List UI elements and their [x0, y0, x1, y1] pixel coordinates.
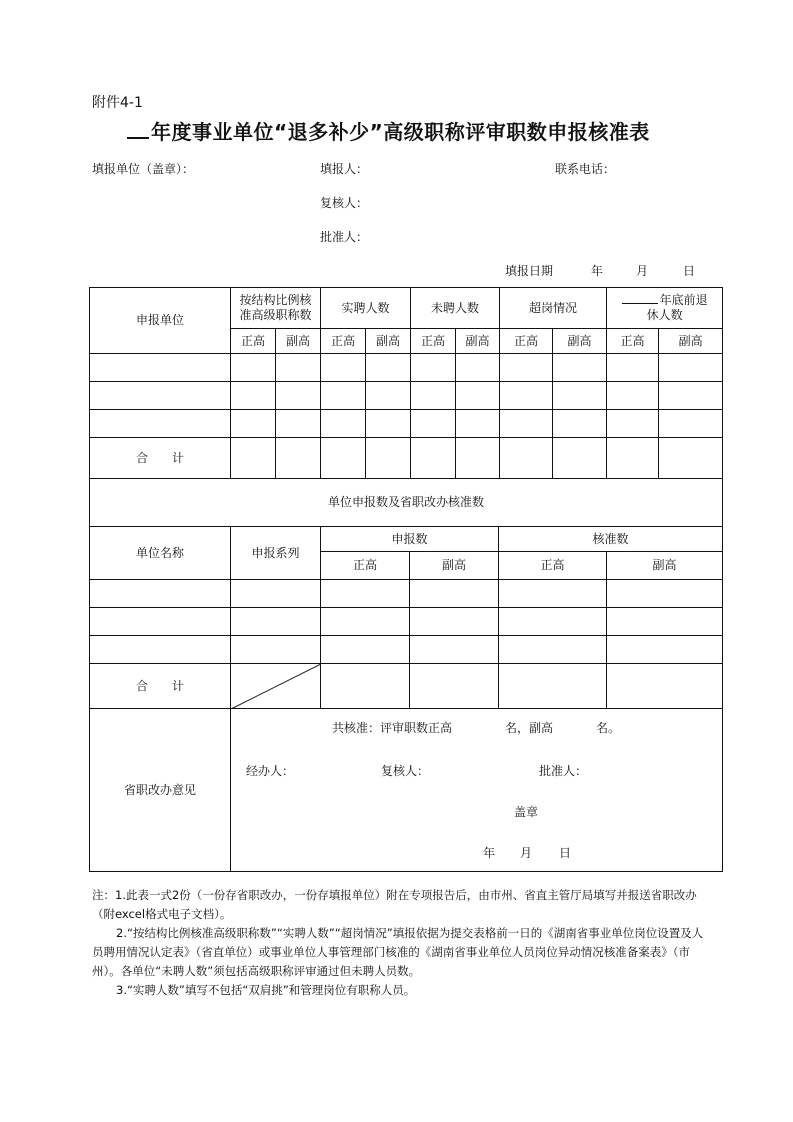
- table-cell[interactable]: [499, 636, 607, 664]
- phone-label: 联系电话：: [555, 162, 616, 176]
- page-title: [127, 116, 650, 145]
- opinion-year: 年: [483, 846, 496, 860]
- table-cell[interactable]: [456, 354, 500, 382]
- opinion-row: [90, 709, 723, 872]
- sub-senior: 正高: [499, 552, 607, 580]
- total-label: 合 计: [90, 438, 231, 479]
- table-cell[interactable]: [321, 608, 410, 636]
- table-cell[interactable]: [553, 354, 607, 382]
- table-cell[interactable]: [500, 354, 553, 382]
- diagonal-cell: [231, 664, 321, 709]
- table-cell[interactable]: [90, 636, 231, 664]
- sub-senior: 正高: [411, 329, 456, 354]
- col-ratio-header: 按结构比例核准高级职称数: [231, 288, 321, 329]
- sub-deputy: 副高: [659, 329, 723, 354]
- table-cell[interactable]: [411, 438, 456, 479]
- col-series-header: 申报系列: [231, 527, 321, 580]
- table-cell[interactable]: [500, 382, 553, 410]
- table-cell[interactable]: [231, 438, 276, 479]
- table-cell[interactable]: [321, 382, 366, 410]
- opinion-month: 月: [520, 846, 533, 860]
- table-cell[interactable]: [366, 354, 411, 382]
- section-title: 单位申报数及省职改办核准数: [90, 479, 723, 527]
- sub-senior: 正高: [607, 329, 659, 354]
- table-row: [90, 608, 723, 636]
- table-cell[interactable]: [659, 354, 723, 382]
- note-3: 3.“实聘人数”填写不包括“双肩挑”和管理岗位有职称人员。: [116, 983, 416, 997]
- reviewer-label: 复核人：: [320, 196, 369, 210]
- table-row: [90, 410, 723, 438]
- total-label: 合 计: [90, 664, 231, 709]
- seal-label: 盖章: [514, 805, 539, 819]
- year-blank: [127, 137, 149, 139]
- table-cell[interactable]: [411, 354, 456, 382]
- table-cell[interactable]: [366, 382, 411, 410]
- approver-label: 批准人：: [320, 230, 369, 244]
- total-row: [90, 438, 723, 479]
- date-label: 填报日期: [505, 264, 554, 278]
- total-row: [90, 664, 723, 709]
- table-cell[interactable]: [607, 580, 723, 608]
- sub-senior: 正高: [500, 329, 553, 354]
- approved-text-a: 共核准：评审职数正高: [332, 721, 453, 735]
- reviewer-label: 复核人：: [381, 764, 430, 778]
- table-cell[interactable]: [90, 608, 231, 636]
- table-cell[interactable]: [321, 664, 410, 709]
- table-cell[interactable]: [659, 382, 723, 410]
- table-cell[interactable]: [553, 382, 607, 410]
- sub-senior: 正高: [321, 329, 366, 354]
- table-cell[interactable]: [410, 664, 499, 709]
- col-unhired-header: 未聘人数: [411, 288, 500, 329]
- sub-deputy: 副高: [276, 329, 321, 354]
- table-cell[interactable]: [500, 410, 553, 438]
- table-cell[interactable]: [90, 580, 231, 608]
- approver-label: 批准人：: [539, 764, 588, 778]
- date-day: 日: [683, 264, 696, 278]
- table-cell[interactable]: [90, 410, 231, 438]
- table-cell[interactable]: [276, 410, 321, 438]
- table-cell[interactable]: [90, 354, 231, 382]
- col-name-header: 单位名称: [90, 527, 231, 580]
- table-cell[interactable]: [607, 608, 723, 636]
- sub-deputy: 副高: [410, 552, 499, 580]
- table-cell[interactable]: [411, 410, 456, 438]
- table-cell[interactable]: [607, 382, 659, 410]
- table-cell[interactable]: [499, 608, 607, 636]
- table-row: [90, 636, 723, 664]
- col-retire-header: 年底前退休人数: [607, 288, 723, 329]
- table-cell[interactable]: [456, 382, 500, 410]
- table-cell[interactable]: [607, 636, 723, 664]
- declaration-table: [89, 287, 723, 479]
- table-cell[interactable]: [410, 636, 499, 664]
- table-cell[interactable]: [231, 608, 321, 636]
- note-2: 2.“按结构比例核准高级职称数”“实聘人数”“超岗情况”填报依据为提交表格前一日的《湖南省事业单位岗位设置及人员聘用情况认定表》（省直单位）或事业单位人事管理部门核准的《湖南省事业单位人员岗位异动情况核准备案表》（市州）。各单位“未聘人数”须包括高级职称评审通过但未聘人员数。: [92, 926, 704, 978]
- date-year: 年: [591, 264, 604, 278]
- notes: [92, 886, 712, 1000]
- table-cell[interactable]: [231, 354, 276, 382]
- approved-text-b: 名，副高: [505, 721, 554, 735]
- table-cell[interactable]: [659, 438, 723, 479]
- table-cell[interactable]: [607, 438, 659, 479]
- table-cell[interactable]: [410, 580, 499, 608]
- table-cell[interactable]: [499, 664, 607, 709]
- table-cell[interactable]: [231, 382, 276, 410]
- sub-deputy: 副高: [366, 329, 411, 354]
- table-cell[interactable]: [321, 580, 410, 608]
- table-cell[interactable]: [231, 410, 276, 438]
- table-cell[interactable]: [276, 382, 321, 410]
- sub-deputy: 副高: [456, 329, 500, 354]
- table-cell[interactable]: [276, 438, 321, 479]
- sub-senior: 正高: [321, 552, 410, 580]
- table-cell[interactable]: [607, 354, 659, 382]
- date-month: 月: [636, 264, 649, 278]
- annex-label: 附件4-1: [92, 95, 143, 111]
- sub-senior: 正高: [231, 329, 276, 354]
- approved-text-c: 名。: [596, 721, 621, 735]
- unit-label: 填报单位（盖章）：: [92, 162, 195, 176]
- col-approved-header: 核准数: [499, 527, 723, 552]
- diagonal-line: [231, 664, 321, 709]
- table-cell[interactable]: [499, 580, 607, 608]
- table-cell[interactable]: [321, 354, 366, 382]
- table-cell[interactable]: [411, 382, 456, 410]
- table-cell[interactable]: [553, 410, 607, 438]
- table-cell[interactable]: [366, 438, 411, 479]
- col-hired-header: 实聘人数: [321, 288, 411, 329]
- table-cell[interactable]: [410, 608, 499, 636]
- table-cell[interactable]: [456, 438, 500, 479]
- table-cell[interactable]: [456, 410, 500, 438]
- retire-year-blank: [622, 303, 658, 304]
- sub-deputy: 副高: [607, 552, 723, 580]
- opinion-day: 日: [559, 846, 572, 860]
- table-cell[interactable]: [321, 410, 366, 438]
- filler-label: 填报人：: [320, 162, 369, 176]
- table-cell[interactable]: [321, 438, 366, 479]
- table-cell[interactable]: [231, 636, 321, 664]
- table-cell[interactable]: [231, 580, 321, 608]
- table-cell[interactable]: [553, 438, 607, 479]
- table-row: [90, 580, 723, 608]
- table-cell[interactable]: [90, 382, 231, 410]
- table-cell[interactable]: [659, 410, 723, 438]
- col-over-header: 超岗情况: [500, 288, 607, 329]
- table-row: [90, 354, 723, 382]
- table-cell[interactable]: [276, 354, 321, 382]
- table-cell[interactable]: [607, 410, 659, 438]
- title-text: 年度事业单位“退多补少”高级职称评审职数申报核准表: [151, 120, 650, 144]
- opinion-label: 省职改办意见: [90, 709, 231, 872]
- opinion-cell[interactable]: [231, 709, 723, 872]
- approval-table: [89, 478, 723, 872]
- table-cell[interactable]: [500, 438, 553, 479]
- col-declared-header: 申报数: [321, 527, 499, 552]
- table-cell[interactable]: [321, 636, 410, 664]
- sub-deputy: 副高: [553, 329, 607, 354]
- note-1: 注：1.此表一式2份（一份存省职改办，一份存填报单位）附在专项报告后，由市州、省直主管厅局填写并报送省职改办（附excel格式电子文档）。: [92, 888, 697, 921]
- table-cell[interactable]: [366, 410, 411, 438]
- handler-label: 经办人：: [246, 764, 295, 778]
- table-cell[interactable]: [607, 664, 723, 709]
- col-unit-header: 申报单位: [90, 288, 231, 354]
- table-row: [90, 382, 723, 410]
